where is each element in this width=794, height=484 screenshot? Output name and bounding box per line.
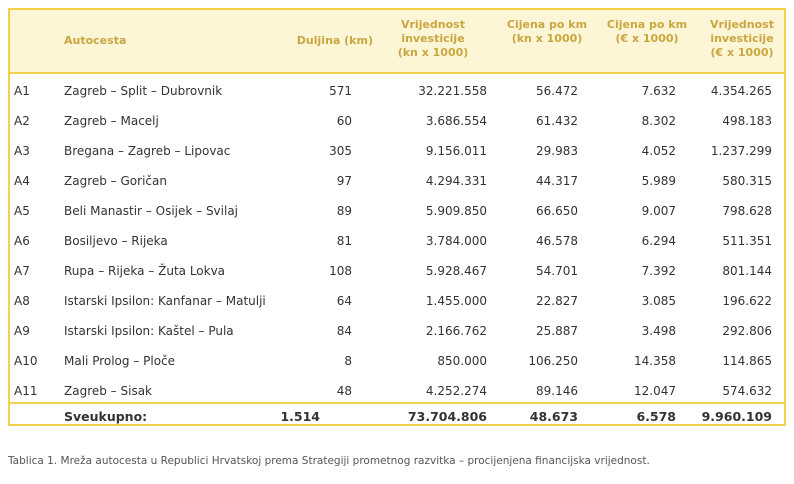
row-ckn: 89.146 bbox=[536, 384, 578, 398]
table-row bbox=[10, 286, 784, 316]
header-line: investicije bbox=[710, 32, 774, 45]
row-km: 84 bbox=[336, 324, 352, 338]
row-vkn: 850.000 bbox=[437, 354, 487, 368]
row-code: A2 bbox=[14, 114, 30, 128]
row-veur: 4.354.265 bbox=[710, 84, 772, 98]
row-name: Mali Prolog – Ploče bbox=[64, 354, 176, 368]
header-line: Vrijednost bbox=[400, 18, 465, 31]
row-code: A1 bbox=[14, 84, 30, 98]
header-autocesta: Autocesta bbox=[64, 34, 127, 47]
table-row bbox=[10, 226, 784, 256]
row-km: 8 bbox=[344, 354, 352, 368]
row-ceur: 7.392 bbox=[641, 264, 676, 278]
row-km: 60 bbox=[336, 114, 352, 128]
row-code: A10 bbox=[14, 354, 38, 368]
row-code: A9 bbox=[14, 324, 30, 338]
row-code: A4 bbox=[14, 174, 30, 188]
total-row bbox=[10, 402, 784, 426]
total-km: 1.514 bbox=[280, 409, 320, 424]
row-ckn: 56.472 bbox=[536, 84, 578, 98]
row-veur: 801.144 bbox=[722, 264, 772, 278]
table-row bbox=[10, 166, 784, 196]
row-code: A6 bbox=[14, 234, 30, 248]
row-vkn: 4.252.274 bbox=[425, 384, 487, 398]
row-code: A3 bbox=[14, 144, 30, 158]
header-vrijednost-kn bbox=[393, 18, 473, 60]
row-code: A5 bbox=[14, 204, 30, 218]
table-row bbox=[10, 106, 784, 136]
row-veur: 1.237.299 bbox=[710, 144, 772, 158]
row-ceur: 6.294 bbox=[641, 234, 676, 248]
row-km: 81 bbox=[336, 234, 352, 248]
row-km: 97 bbox=[336, 174, 352, 188]
row-name: Zagreb – Macelj bbox=[64, 114, 159, 128]
header-line: (kn x 1000) bbox=[511, 32, 583, 45]
row-code: A7 bbox=[14, 264, 30, 278]
row-vkn: 32.221.558 bbox=[418, 84, 487, 98]
header-vrijednost-eur bbox=[706, 18, 778, 60]
header-line: (€ x 1000) bbox=[710, 46, 774, 59]
row-ceur: 8.302 bbox=[641, 114, 676, 128]
table-row bbox=[10, 256, 784, 286]
row-ceur: 14.358 bbox=[634, 354, 676, 368]
row-veur: 114.865 bbox=[722, 354, 772, 368]
header-line: Vrijednost bbox=[709, 18, 774, 31]
total-veur: 9.960.109 bbox=[701, 409, 772, 424]
row-km: 64 bbox=[336, 294, 352, 308]
table-row bbox=[10, 196, 784, 226]
row-ceur: 3.498 bbox=[641, 324, 676, 338]
row-veur: 292.806 bbox=[722, 324, 772, 338]
row-ckn: 29.983 bbox=[536, 144, 578, 158]
row-code: A8 bbox=[14, 294, 30, 308]
row-km: 108 bbox=[329, 264, 352, 278]
row-vkn: 1.455.000 bbox=[425, 294, 487, 308]
row-ceur: 4.052 bbox=[641, 144, 676, 158]
row-vkn: 3.784.000 bbox=[425, 234, 487, 248]
row-veur: 580.315 bbox=[722, 174, 772, 188]
row-veur: 574.632 bbox=[722, 384, 772, 398]
header-line: (kn x 1000) bbox=[397, 46, 469, 59]
row-name: Rupa – Rijeka – Žuta Lokva bbox=[64, 264, 226, 278]
row-ceur: 7.632 bbox=[641, 84, 676, 98]
row-veur: 196.622 bbox=[722, 294, 772, 308]
table-row bbox=[10, 76, 784, 106]
row-vkn: 5.928.467 bbox=[425, 264, 487, 278]
total-ckn: 48.673 bbox=[529, 409, 578, 424]
header-cijena-kn bbox=[502, 18, 592, 46]
total-ceur: 6.578 bbox=[636, 409, 676, 424]
row-ceur: 5.989 bbox=[641, 174, 676, 188]
header-line: Cijena po km bbox=[606, 18, 688, 31]
row-ceur: 3.085 bbox=[641, 294, 676, 308]
table-header bbox=[10, 10, 784, 74]
header-line: Cijena po km bbox=[506, 18, 588, 31]
total-label: Sveukupno: bbox=[64, 409, 148, 424]
row-name: Zagreb – Sisak bbox=[64, 384, 152, 398]
row-vkn: 3.686.554 bbox=[425, 114, 487, 128]
row-name: Istarski Ipsilon: Kaštel – Pula bbox=[64, 324, 234, 338]
row-name: Zagreb – Goričan bbox=[64, 174, 167, 188]
row-name: Istarski Ipsilon: Kanfanar – Matulji bbox=[64, 294, 266, 308]
total-vkn: 73.704.806 bbox=[407, 409, 487, 424]
row-ckn: 22.827 bbox=[536, 294, 578, 308]
table-caption: Tablica 1. Mreža autocesta u Republici Hrvatskoj prema Strategiji prometnog razvitka – procijenjena financijska vrijednost. bbox=[8, 455, 650, 467]
row-name: Zagreb – Split – Dubrovnik bbox=[64, 84, 223, 98]
header-cijena-eur bbox=[602, 18, 692, 46]
row-ckn: 25.887 bbox=[536, 324, 578, 338]
row-ckn: 44.317 bbox=[536, 174, 578, 188]
row-name: Beli Manastir – Osijek – Svilaj bbox=[64, 204, 239, 218]
row-veur: 498.183 bbox=[722, 114, 772, 128]
row-code: A11 bbox=[14, 384, 38, 398]
row-veur: 798.628 bbox=[722, 204, 772, 218]
row-vkn: 5.909.850 bbox=[425, 204, 487, 218]
row-ckn: 46.578 bbox=[536, 234, 578, 248]
row-ceur: 9.007 bbox=[641, 204, 676, 218]
table-row bbox=[10, 136, 784, 166]
table-row bbox=[10, 316, 784, 346]
row-ckn: 61.432 bbox=[536, 114, 578, 128]
motorway-table bbox=[8, 8, 786, 426]
row-km: 305 bbox=[329, 144, 352, 158]
header-duljina: Duljina (km) bbox=[296, 34, 373, 47]
row-vkn: 4.294.331 bbox=[425, 174, 487, 188]
header-line: investicije bbox=[401, 32, 465, 45]
row-vkn: 2.166.762 bbox=[425, 324, 487, 338]
row-km: 89 bbox=[336, 204, 352, 218]
row-veur: 511.351 bbox=[722, 234, 772, 248]
row-ckn: 106.250 bbox=[528, 354, 578, 368]
row-ckn: 54.701 bbox=[536, 264, 578, 278]
table-row bbox=[10, 346, 784, 376]
row-ckn: 66.650 bbox=[536, 204, 578, 218]
row-ceur: 12.047 bbox=[634, 384, 676, 398]
row-vkn: 9.156.011 bbox=[425, 144, 487, 158]
row-km: 48 bbox=[336, 384, 352, 398]
row-name: Bosiljevo – Rijeka bbox=[64, 234, 168, 248]
row-name: Bregana – Zagreb – Lipovac bbox=[64, 144, 231, 158]
header-line: (€ x 1000) bbox=[615, 32, 679, 45]
row-km: 571 bbox=[329, 84, 352, 98]
